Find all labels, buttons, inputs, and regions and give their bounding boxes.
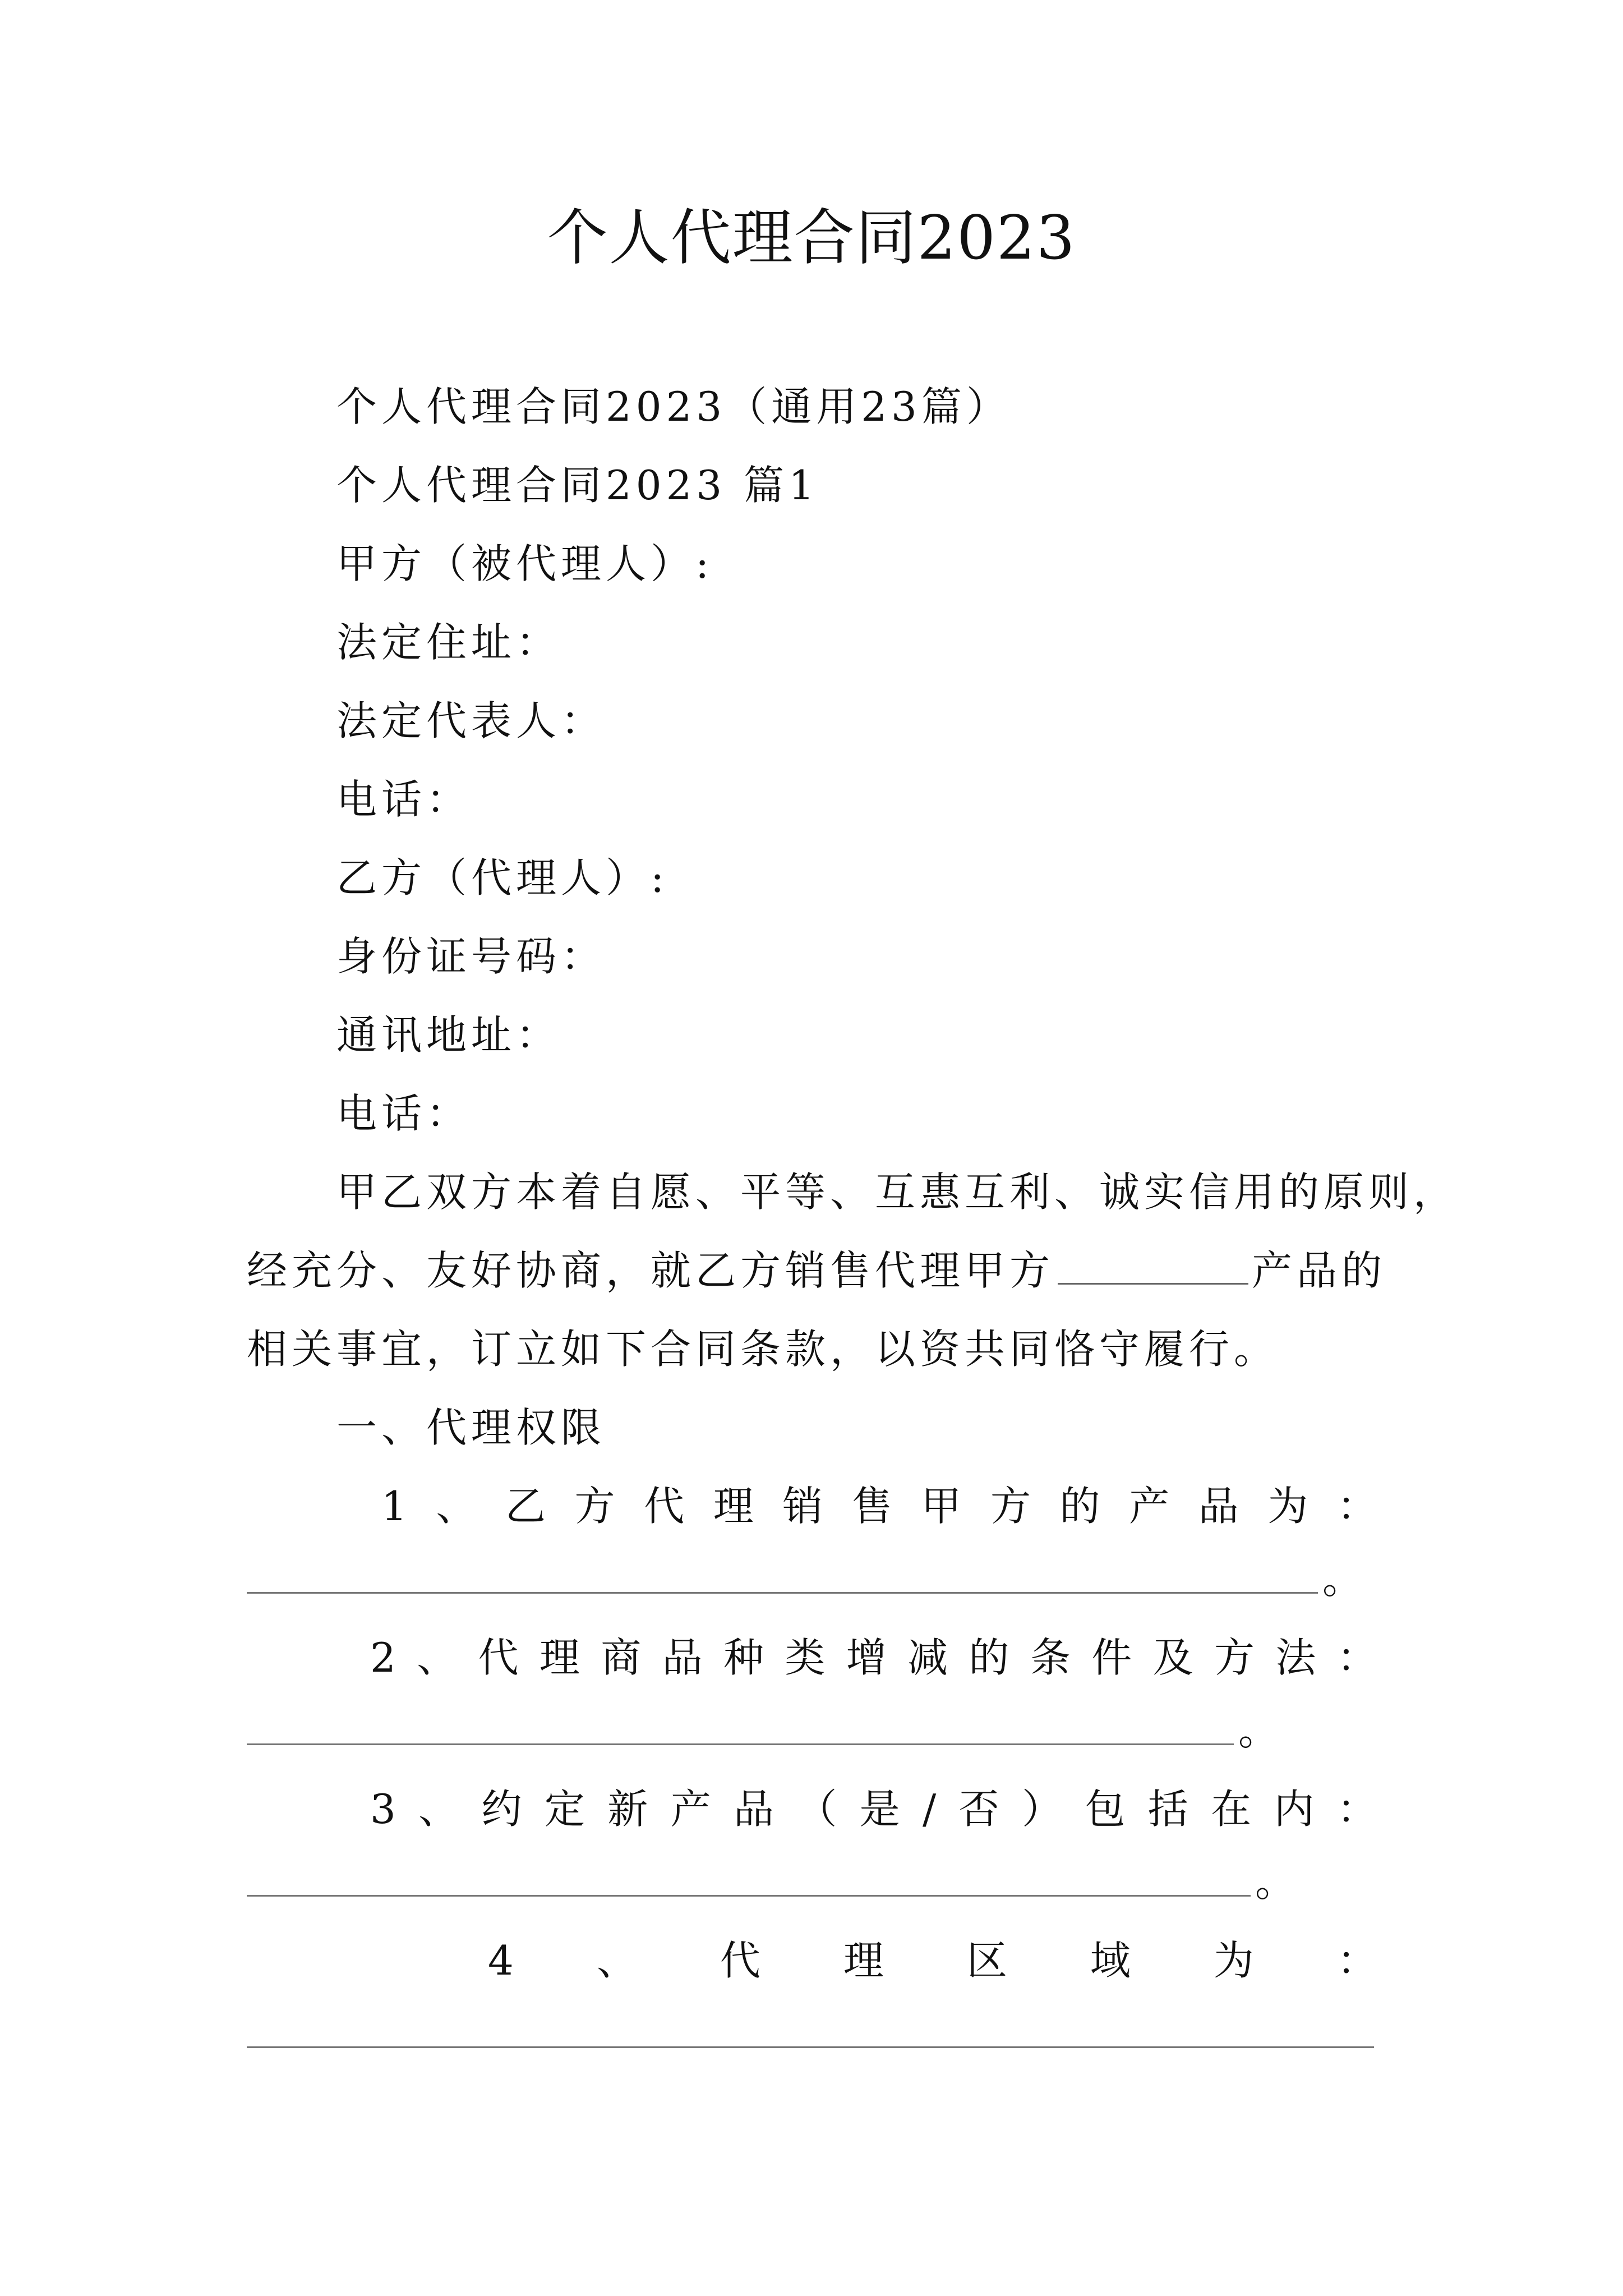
item-2-char: 品 [662, 1634, 703, 1681]
item-1-char: 品 [1198, 1483, 1239, 1530]
item-3-char: 、 [418, 1786, 459, 1833]
item-1-char: 、 [436, 1483, 477, 1530]
legal-representative-label: 法定代表人： [336, 697, 606, 744]
item-3-char: （ [796, 1786, 837, 1833]
item-1-char: 销 [782, 1483, 823, 1530]
product-blank [1058, 1281, 1248, 1285]
item-2-char: 条 [1030, 1634, 1071, 1681]
item-1-char: ： [1336, 1483, 1377, 1530]
id-number-label: 身份证号码： [336, 933, 606, 980]
item-3-fill-line [247, 1895, 1251, 1897]
item-3-char: 包 [1085, 1786, 1126, 1833]
phone-label-b: 电话： [336, 1090, 472, 1137]
item-1-char: 售 [851, 1483, 892, 1530]
item-2-char: 种 [723, 1634, 764, 1681]
item-4-char: 4 [488, 1937, 514, 1984]
item-1-char: 甲 [921, 1483, 962, 1530]
item-2-char: 方 [1214, 1634, 1255, 1681]
item-2-char: 的 [969, 1634, 1009, 1681]
mailing-address-label: 通讯地址： [336, 1011, 561, 1059]
paragraph-line-3: 相关事宜，订立如下合同条款，以资共同恪守履行。 [247, 1326, 1279, 1373]
item-1-char: 的 [1059, 1483, 1100, 1530]
item-2-char: 件 [1091, 1634, 1132, 1681]
item-2-fill-line [247, 1743, 1234, 1745]
item-3-char: / [923, 1786, 937, 1833]
item-3-char: 定 [544, 1786, 585, 1833]
item-4-char: 域 [1090, 1937, 1131, 1984]
item-4-char: ： [1336, 1937, 1377, 1984]
item-3-char: 3 [370, 1786, 396, 1833]
item-2-char: 理 [539, 1634, 580, 1681]
item-1-char: 方 [574, 1483, 615, 1530]
item-1-end: 。 [1322, 1556, 1363, 1603]
item-4-fill-line [247, 2046, 1374, 2048]
item-4-char: 理 [843, 1937, 884, 1984]
item-2-char: 及 [1152, 1634, 1193, 1681]
item-3-char: 品 [733, 1786, 774, 1833]
subtitle-line: 个人代理合同2023（通用23篇） [336, 383, 1011, 430]
paragraph-line-2-start: 经充分、友好协商，就乙方销售代理甲方 [247, 1247, 1055, 1294]
item-3-char: 否 [958, 1786, 999, 1833]
item-1-fill-line [247, 1592, 1318, 1594]
document-title: 个人代理合同2023 [547, 203, 1076, 273]
item-3-char: 约 [481, 1786, 522, 1833]
item-2-char: 法 [1275, 1634, 1316, 1681]
item-2-char: 、 [417, 1634, 458, 1681]
item-2-char: 代 [478, 1634, 519, 1681]
item-2-char: 类 [785, 1634, 826, 1681]
item-2-char: 2 [370, 1634, 396, 1681]
item-4-char: 区 [966, 1937, 1007, 1984]
item-3-line [370, 1784, 1377, 1834]
item-2-line [370, 1632, 1377, 1683]
item-4-char: 代 [720, 1937, 760, 1984]
party-b-label: 乙方（代理人）: [336, 854, 669, 901]
item-1-char: 代 [644, 1483, 685, 1530]
item-4-line [488, 1935, 1377, 1986]
paragraph-line-2 [247, 1245, 1386, 1296]
item-3-end: 。 [1255, 1858, 1296, 1906]
section-heading-line: 个人代理合同2023 篇1 [336, 462, 819, 509]
item-1-char: 理 [713, 1483, 754, 1530]
item-4-char: 、 [596, 1937, 637, 1984]
party-a-label: 甲方（被代理人）: [336, 540, 714, 587]
item-1-char: 产 [1129, 1483, 1170, 1530]
paragraph-line-2-end: 产品的 [1252, 1247, 1387, 1294]
item-3-char: 内 [1274, 1786, 1315, 1833]
item-1-char: 为 [1267, 1483, 1308, 1530]
item-2-char: 减 [907, 1634, 948, 1681]
item-2-char: ： [1336, 1634, 1377, 1681]
item-3-char: 在 [1211, 1786, 1252, 1833]
item-1-char: 方 [990, 1483, 1031, 1530]
item-1-line [381, 1481, 1377, 1531]
phone-label-a: 电话： [336, 776, 472, 823]
item-3-char: ） [1022, 1786, 1063, 1833]
item-2-char: 商 [601, 1634, 642, 1681]
item-3-char: 新 [607, 1786, 648, 1833]
item-1-char: 1 [381, 1483, 407, 1530]
item-1-char: 乙 [505, 1483, 546, 1530]
item-3-char: 产 [670, 1786, 711, 1833]
item-2-end: 。 [1238, 1707, 1279, 1754]
item-4-char: 为 [1213, 1937, 1254, 1984]
section-1-heading: 一、代理权限 [336, 1404, 606, 1451]
item-3-char: 括 [1147, 1786, 1188, 1833]
item-3-char: ： [1336, 1786, 1377, 1833]
item-3-char: 是 [859, 1786, 900, 1833]
legal-address-label: 法定住址： [336, 619, 561, 666]
item-2-char: 增 [846, 1634, 887, 1681]
paragraph-line-1: 甲乙双方本着自愿、平等、互惠互利、诚实信用的原则， [336, 1168, 1459, 1216]
